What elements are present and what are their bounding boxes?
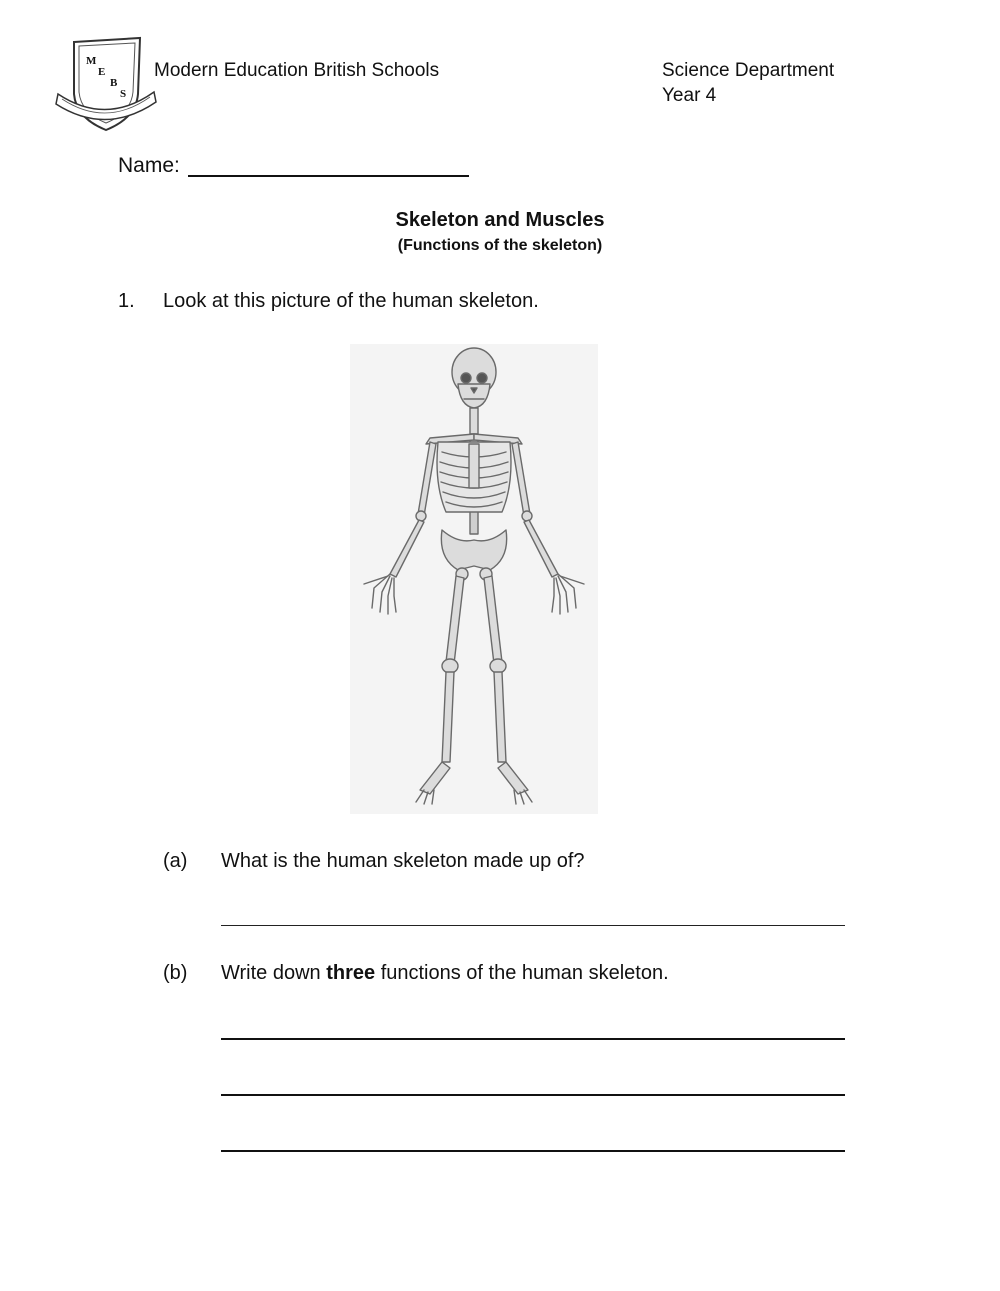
year-label: Year 4 <box>662 85 717 106</box>
question-text: Look at this picture of the human skeleton. <box>163 290 539 312</box>
department-label: Science Department <box>662 60 835 81</box>
part-a-label: (a) <box>163 850 188 872</box>
school-logo-icon <box>52 34 160 134</box>
logo-letter-m: M <box>86 55 97 67</box>
part-b-answer-line-3[interactable] <box>221 1150 845 1152</box>
part-a-question: What is the human skeleton made up of? <box>221 850 585 872</box>
skeleton-figure <box>350 344 598 814</box>
logo-letter-b: B <box>110 77 118 89</box>
part-b-text-after: functions of the human skeleton. <box>375 962 669 984</box>
name-answer-line[interactable] <box>188 175 469 177</box>
logo-letter-e: E <box>98 66 106 78</box>
part-b-answer-line-2[interactable] <box>221 1094 845 1096</box>
school-name: Modern Education British Schools <box>154 60 440 81</box>
logo-letter-s: S <box>120 88 127 100</box>
part-b-label: (b) <box>163 962 188 984</box>
page-subtitle: (Functions of the skeleton) <box>397 237 603 254</box>
part-b-question <box>221 960 669 986</box>
part-b-text-before: Write down <box>221 962 327 984</box>
name-label: Name: <box>118 154 180 177</box>
question-number: 1. <box>118 290 135 312</box>
part-b-answer-line-1[interactable] <box>221 1038 845 1040</box>
part-b-text-bold: three <box>326 962 376 984</box>
part-a-answer-line[interactable] <box>221 925 845 926</box>
skeleton-icon <box>350 344 598 814</box>
page-title: Skeleton and Muscles <box>395 209 605 231</box>
